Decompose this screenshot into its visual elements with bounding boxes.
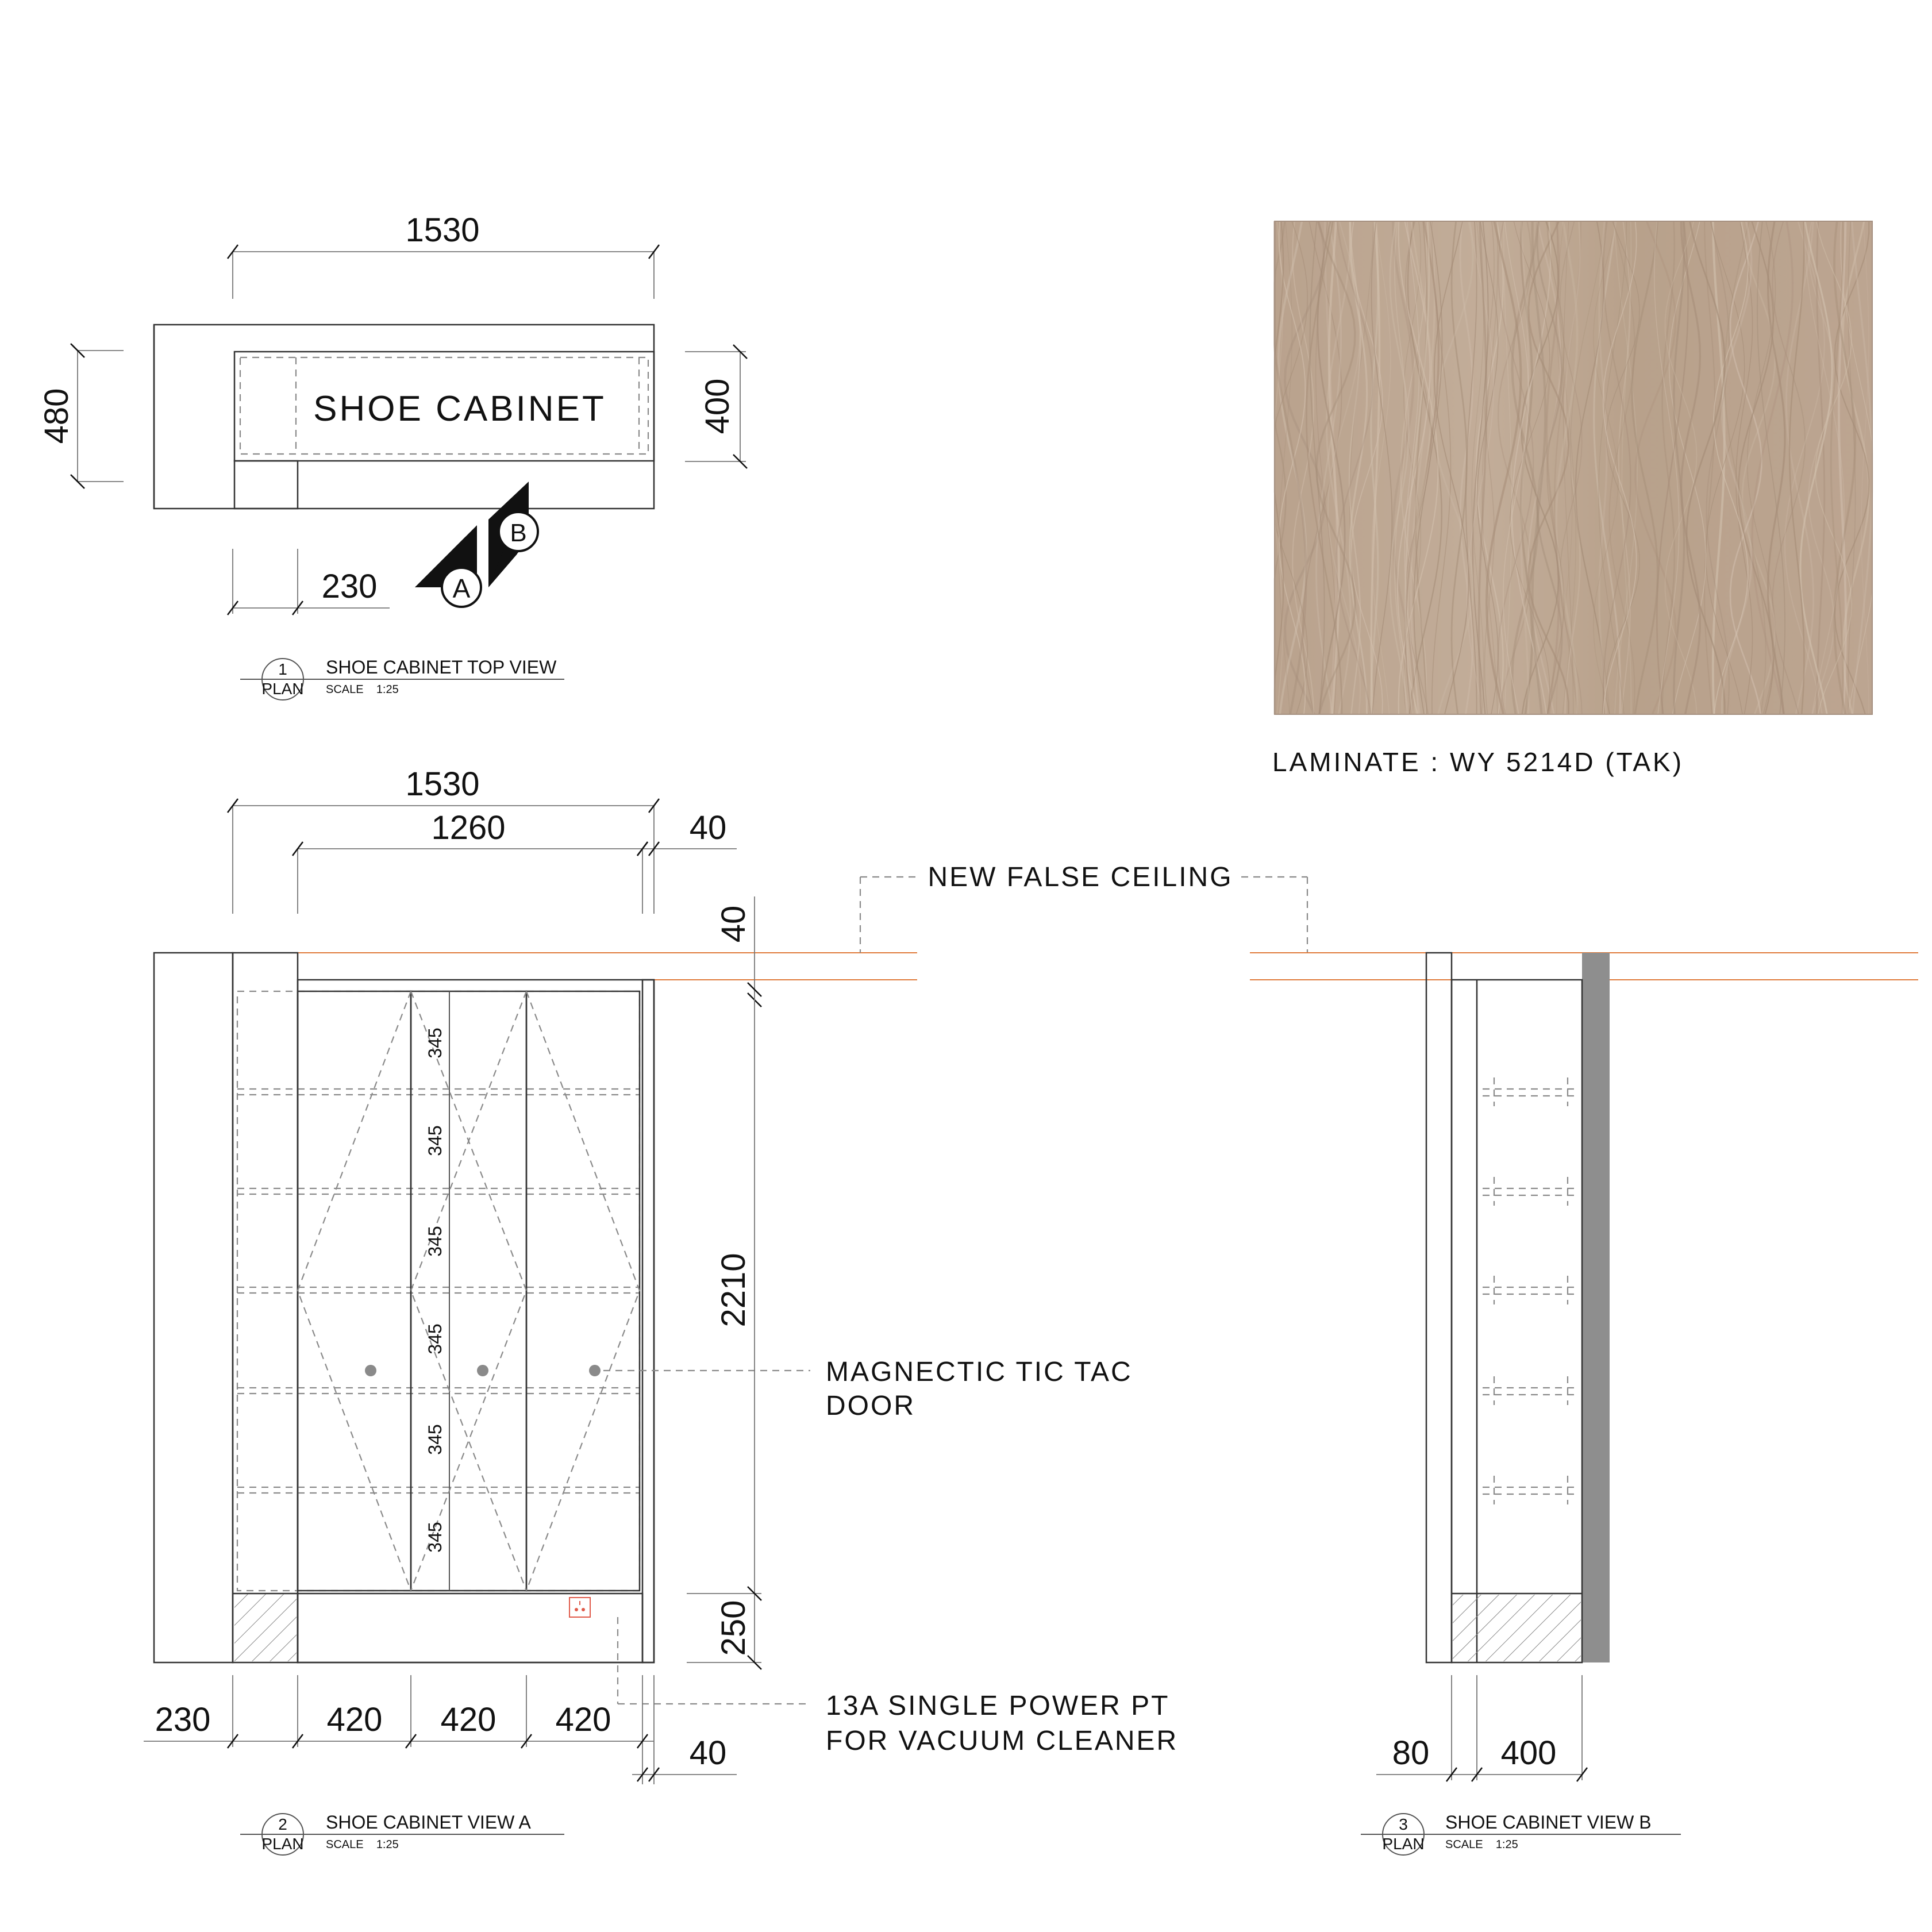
laminate-swatch [1272, 221, 1872, 777]
view-b-title-number: 3 [1399, 1815, 1408, 1833]
view-b-shelf [1483, 1376, 1577, 1405]
view-a-dim-height [687, 991, 761, 1669]
shelf-height-labels [425, 1027, 445, 1552]
view-b-title-name: SHOE CABINET VIEW B [1445, 1812, 1652, 1833]
top-dim-depth-total [38, 344, 124, 488]
top-dim-depth-label: 400 [699, 378, 736, 434]
view-a-dim-overall-label: 1530 [405, 765, 480, 803]
view-b-shelves [1483, 1077, 1577, 1504]
view-a-title-name: SHOE CABINET VIEW A [326, 1812, 531, 1833]
top-cabinet-return [234, 461, 298, 509]
shelf-height-1: 345 [425, 1027, 445, 1059]
door-annotation-line2: DOOR [826, 1391, 915, 1421]
shelf-height-2: 345 [425, 1125, 445, 1156]
view-b-title [1361, 1812, 1681, 1855]
view-b-side-panel [1426, 953, 1452, 1662]
shelf-height-4: 345 [425, 1323, 445, 1354]
view-a-dim-plinth-label: 250 [715, 1600, 752, 1656]
view-a-dim-ceiling-gap-label: 40 [715, 905, 752, 943]
door-2[interactable] [411, 991, 526, 1591]
power-point [569, 1598, 810, 1704]
view-a-title-number: 2 [278, 1815, 287, 1833]
view-b-title-type: PLAN [1382, 1835, 1425, 1853]
door-3-pusher [589, 1365, 601, 1376]
top-view [38, 211, 747, 700]
false-ceiling [298, 862, 1307, 980]
view-a-title [240, 1812, 564, 1855]
top-dim-depth [685, 345, 747, 468]
shelf-height-5: 345 [425, 1424, 445, 1455]
view-b-plinth-hatch [1453, 1595, 1581, 1661]
view-b-shelf [1483, 1276, 1577, 1304]
door-1[interactable] [298, 991, 411, 1591]
view-b-dim-bottom [1376, 1675, 1587, 1781]
view-a-side-return [233, 953, 298, 1662]
top-dim-width-label: 1530 [405, 211, 480, 249]
view-b [1250, 953, 1918, 1855]
view-a-dim-door-2-label: 420 [440, 1701, 497, 1738]
section-marker-a [415, 525, 481, 607]
top-dim-width [228, 211, 659, 299]
door-2-pusher [477, 1365, 488, 1376]
top-dim-return-label: 230 [321, 568, 378, 605]
top-view-title-scale: SCALE 1:25 [326, 683, 399, 696]
view-a-dim-door-1-label: 420 [326, 1701, 383, 1738]
view-a-dim-ceiling-gap [715, 896, 761, 1007]
top-view-title-type: PLAN [261, 680, 304, 698]
top-dim-return [228, 549, 390, 615]
view-b-cabinet [1452, 980, 1582, 1662]
view-a-dim-inner [293, 809, 648, 914]
shelf-height-6: 345 [425, 1522, 445, 1553]
view-a-dim-height-label: 2210 [715, 1253, 752, 1327]
view-b-shelf [1483, 1476, 1577, 1504]
laminate-caption: LAMINATE : WY 5214D (TAK) [1272, 747, 1684, 777]
view-b-dim-depth-label: 400 [1500, 1734, 1557, 1772]
false-ceiling-label: NEW FALSE CEILING [927, 862, 1233, 892]
view-a-plinth-hatch [234, 1594, 297, 1661]
view-a-title-type: PLAN [261, 1835, 304, 1853]
view-b-dim-side-label: 80 [1392, 1734, 1430, 1772]
view-a-cabinet-frame [298, 980, 654, 1662]
shelf-height-3: 345 [425, 1226, 445, 1257]
top-cabinet-label: SHOE CABINET [313, 389, 606, 429]
view-a-side-panel [642, 980, 654, 1662]
top-dim-depth-total-label: 480 [38, 388, 75, 444]
top-view-title-number: 1 [278, 660, 287, 678]
section-marker-b [488, 482, 538, 587]
view-b-title-scale: SCALE 1:25 [1445, 1838, 1518, 1851]
section-marker-b-label: B [510, 519, 527, 547]
view-a [144, 765, 1307, 1855]
view-a-title-scale: SCALE 1:25 [326, 1838, 399, 1851]
top-view-title [240, 657, 564, 700]
view-a-dim-side-bottom-label: 40 [689, 1734, 727, 1772]
top-view-title-name: SHOE CABINET TOP VIEW [326, 657, 557, 678]
power-annotation-line2: FOR VACUUM CLEANER [826, 1726, 1179, 1756]
door-annotation-line1: MAGNECTIC TIC TAC [826, 1357, 1133, 1387]
view-b-shelf [1483, 1177, 1577, 1206]
power-annotation-line1: 13A SINGLE POWER PT [826, 1691, 1170, 1721]
view-a-dim-side-top [637, 809, 737, 856]
section-marker-a-label: A [452, 574, 471, 603]
view-a-wall-panel [154, 953, 233, 1662]
view-a-dim-door-3-label: 420 [555, 1701, 611, 1738]
door-3[interactable] [526, 991, 640, 1591]
door-1-pusher [365, 1365, 376, 1376]
view-a-dim-left-label: 230 [155, 1701, 211, 1738]
view-b-shelf [1483, 1077, 1577, 1106]
view-a-dim-inner-label: 1260 [431, 809, 506, 846]
view-a-dim-side-top-label: 40 [689, 809, 727, 846]
view-b-wall [1582, 953, 1610, 1662]
view-a-dim-bottom [144, 1675, 737, 1784]
